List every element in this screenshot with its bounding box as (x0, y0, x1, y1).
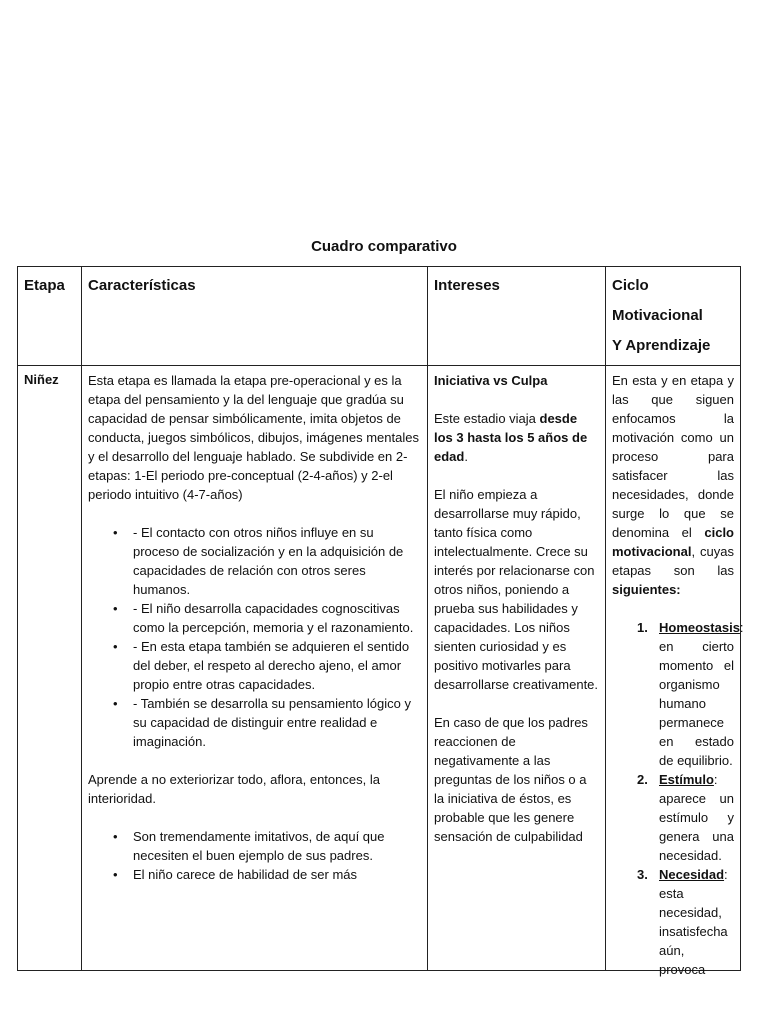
header-caracteristicas: Características (82, 267, 428, 366)
cell-caracteristicas (82, 366, 428, 971)
etapa-name: Niñez (24, 372, 59, 387)
ciclo-term: Necesidad (659, 867, 725, 882)
intereses-p3: En caso de que los padres reaccionen de negativamente a las preguntas de los niños o a la iniciativa de éstos, es probable que les genere sensación de culpabilidad (434, 715, 588, 844)
intereses-heading: Iniciativa vs Culpa (434, 373, 548, 388)
header-intereses: Intereses (428, 267, 606, 366)
header-ciclo-line2: Y Aprendizaje (612, 337, 711, 354)
list-item: • - El niño desarrolla capacidades cognoscitivas como la percepción, memoria y el razonamiento. (133, 599, 421, 637)
table-header-row (18, 267, 741, 366)
list-item: 3. Necesidad: esta necesidad, insatisfecha aún, provoca (637, 867, 728, 977)
table-row (18, 366, 741, 971)
list-item: 1. Homeostasis: en cierto momento el organismo humano permanece en estado de equilibrio. (637, 620, 744, 768)
caracteristicas-list-2 (88, 827, 421, 884)
comparison-table (17, 266, 744, 977)
list-item: • - El contacto con otros niños influye en su proceso de socialización y en la adquisición de capacidades de relación con otros seres humanos. (133, 523, 421, 599)
ciclo-term: Homeostasis (659, 620, 740, 635)
page-title: Cuadro comparativo (311, 238, 457, 255)
cell-etapa (18, 366, 82, 971)
list-item: • - En esta etapa también se adquieren el sentido del deber, el respeto al derecho ajeno, el amor propio entre otras capacidades. (133, 637, 421, 694)
header-ciclo (606, 267, 741, 366)
intereses-p1: Este estadio viaja desde los 3 hasta los 5 años de edad. (434, 411, 588, 464)
list-item: • El niño carece de habilidad de ser más (133, 865, 421, 884)
ciclo-intro: En esta y en etapa y las que siguen enfocamos la motivación como un proceso para satisfacer las necesidades, donde surge lo que se denomina el ciclo motivacional, cuyas etapas son las siguientes: (612, 373, 734, 597)
list-item: • Son tremendamente imitativos, de aquí que necesiten el buen ejemplo de sus padres. (133, 827, 421, 865)
list-item: 2. Estímulo: aparece un estímulo y genera una necesidad. (637, 772, 734, 863)
header-etapa: Etapa (18, 267, 82, 366)
cell-ciclo (606, 366, 744, 977)
header-ciclo-line1: Ciclo Motivacional (612, 277, 703, 324)
cell-intereses (428, 366, 606, 971)
caracteristicas-intro: Esta etapa es llamada la etapa pre-operacional y es la etapa del pensamiento y la del lenguaje que gradúa su capacidad de pensar simbólicamente, imita objetos de conducta, juegos simbólicos, dibujos, imágenes mentales y el desarrollo del lenguaje hablado. Se subdivide en 2-etapas: 1-El periodo pre-conceptual (2-4-años) y 2-el periodo intuitivo (4-7-años) (88, 373, 419, 502)
caracteristicas-list-1 (88, 523, 421, 751)
caracteristicas-middle: Aprende a no exteriorizar todo, aflora, entonces, la interioridad. (88, 772, 380, 806)
ciclo-term: Estímulo (659, 772, 714, 787)
list-item: • - También se desarrolla su pensamiento lógico y su capacidad de distinguir entre realidad e imaginación. (133, 694, 421, 751)
ciclo-list (612, 618, 744, 979)
intereses-p2: El niño empieza a desarrollarse muy rápido, tanto física como intelectualmente. Crece su interés por relacionarse con otros niños, poniendo a prueba sus habilidades y capacidades. Los niños sienten curiosidad y es positivo motivarles para desarrollarse creativamente. (434, 487, 599, 692)
